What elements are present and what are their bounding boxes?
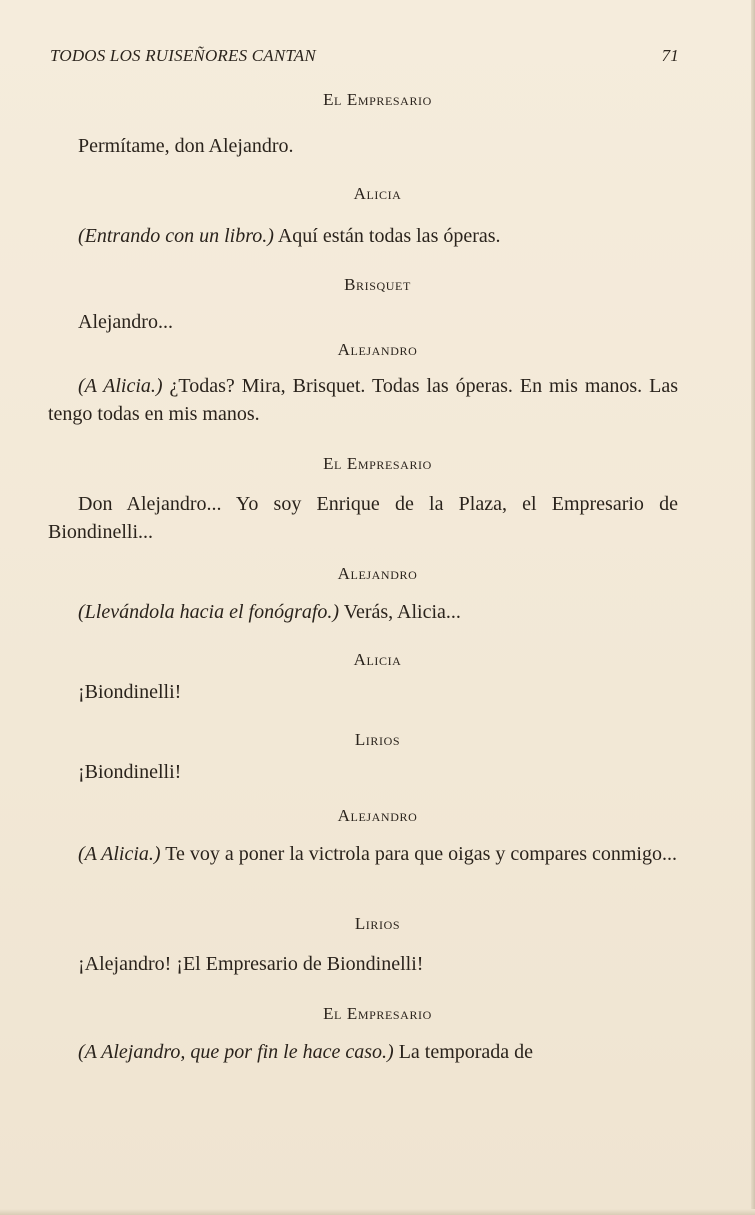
dialogue-text: Don Alejandro... Yo soy Enrique de la Plaza, el Empresario de Biondinelli... [48, 493, 678, 543]
stage-direction: (Llevándola hacia el fonógrafo.) [78, 601, 340, 623]
dialogue-line [48, 132, 678, 160]
page-number: 71 [661, 46, 679, 65]
dialogue-line [48, 1038, 678, 1066]
dialogue-text: ¡Alejandro! ¡El Empresario de Biondinelli! [78, 953, 424, 975]
dialogue-text: ¿Todas? Mira, Brisquet. Todas las óperas. En mis manos. Las tengo todas en mis manos. [48, 375, 679, 425]
running-title: TODOS LOS RUISEÑORES CANTAN [50, 46, 316, 65]
page-edge-bottom [0, 1209, 755, 1215]
dialogue-line [48, 598, 678, 626]
dialogue-text: Verás, Alicia... [339, 601, 461, 623]
dialogue-line [48, 222, 678, 250]
speaker-name: El Empresario [323, 1004, 432, 1023]
dialogue-text: ¡Biondinelli! [78, 761, 182, 783]
dialogue-text: ¡Biondinelli! [78, 681, 182, 703]
dialogue-line [48, 372, 678, 428]
stage-direction: (A Alejandro, que por fin le hace caso.) [78, 1041, 394, 1063]
dialogue-text: Te voy a poner la victrola para que oigas y compares conmigo... [160, 843, 677, 865]
dialogue-line [48, 840, 678, 868]
speaker-name: Alejandro [337, 564, 418, 583]
speaker-name: El Empresario [323, 454, 432, 473]
speaker-name: Brisquet [344, 275, 411, 294]
dialogue-text: Permítame, don Alejandro. [78, 135, 294, 157]
dialogue-line [48, 490, 678, 546]
stage-direction: (A Alicia.) [78, 843, 161, 865]
dialogue-line [48, 678, 678, 706]
stage-direction: (Entrando con un libro.) [78, 225, 274, 247]
dialogue-line [48, 758, 678, 786]
speaker-name: El Empresario [323, 90, 432, 109]
speaker-name: Alicia [353, 184, 402, 203]
dialogue-line [48, 950, 678, 978]
dialogue-text: Alejandro... [78, 311, 173, 333]
dialogue-text: La temporada de [393, 1041, 534, 1063]
running-header [50, 46, 679, 66]
speaker-name: Lirios [354, 730, 401, 749]
page-edge [751, 0, 755, 1215]
speaker-name: Lirios [354, 914, 401, 933]
speaker-name: Alicia [353, 650, 402, 669]
stage-direction: (A Alicia.) [78, 375, 163, 397]
dialogue-text: Aquí están todas las óperas. [273, 225, 501, 247]
dialogue-line [48, 308, 678, 336]
speaker-name: Alejandro [337, 340, 418, 359]
speaker-name: Alejandro [337, 806, 418, 825]
